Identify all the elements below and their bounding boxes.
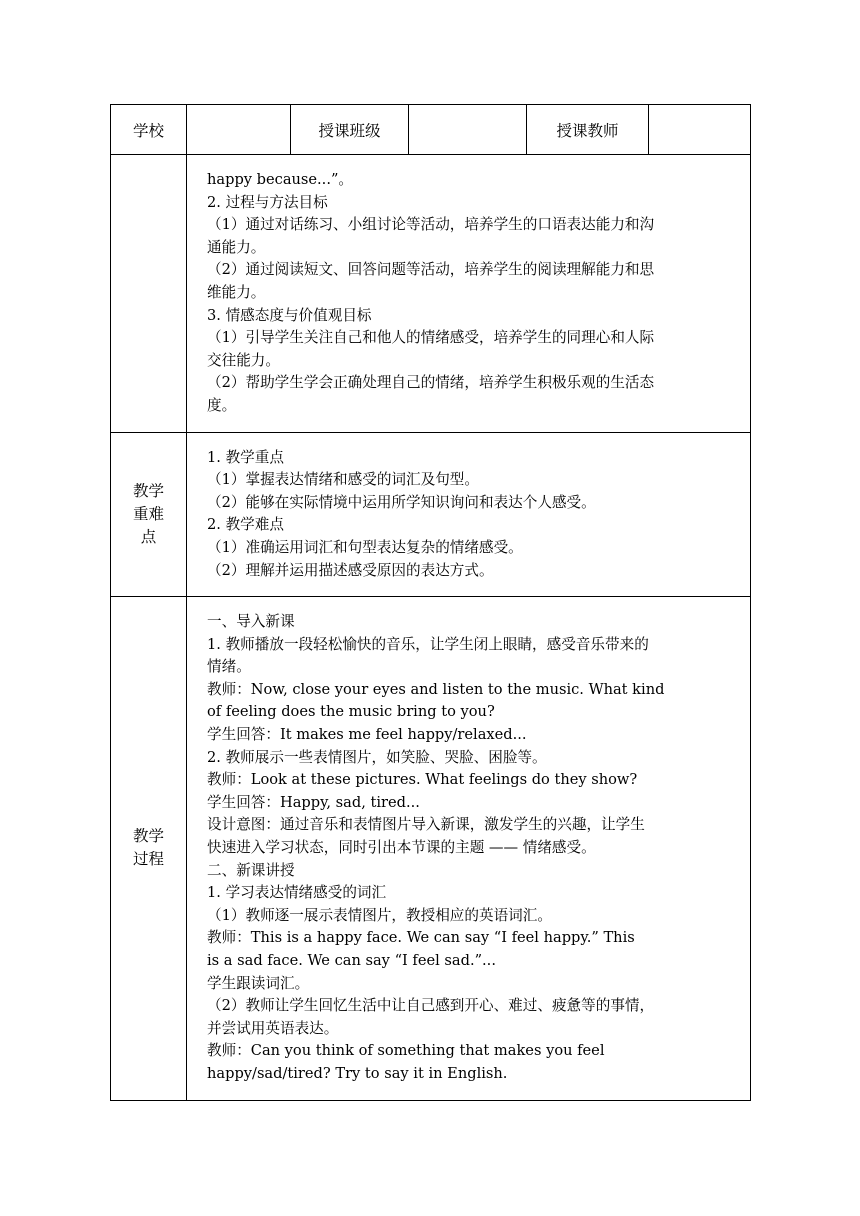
objectives-content bbox=[187, 155, 751, 433]
process-line: 设计意图：通过音乐和表情图片导入新课，激发学生的兴趣，让学生 bbox=[207, 816, 645, 834]
objectives-row bbox=[111, 155, 751, 433]
objectives-line: 交往能力。 bbox=[207, 351, 280, 369]
key-points-line: 1. 教学重点 bbox=[207, 448, 284, 466]
objectives-line: 3. 情感态度与价值观目标 bbox=[207, 306, 372, 324]
process-line: happy/sad/tired? Try to say it in English. bbox=[207, 1064, 508, 1082]
process-line: （2）教师让学生回忆生活中让自己感到开心、难过、疲惫等的事情， bbox=[207, 997, 655, 1015]
process-line: 教师：This is a happy face. We can say “I feel happy.” This bbox=[207, 929, 635, 947]
header-row bbox=[111, 105, 751, 155]
process-line: 并尝试用英语表达。 bbox=[207, 1019, 339, 1037]
process-line: 教师：Look at these pictures. What feelings do they show? bbox=[207, 771, 638, 789]
process-line: 二、新课讲授 bbox=[207, 861, 295, 879]
process-line: 快速进入学习状态，同时引出本节课的主题 —— 情绪感受。 bbox=[207, 839, 596, 857]
key-points-line: （1）准确运用词汇和句型表达复杂的情绪感受。 bbox=[207, 538, 523, 556]
key-points-content bbox=[187, 432, 751, 597]
process-row bbox=[111, 597, 751, 1100]
key-points-label-line: 教学 bbox=[132, 481, 164, 500]
objectives-line: （2）通过阅读短文、回答问题等活动，培养学生的阅读理解能力和思 bbox=[207, 261, 655, 279]
process-label-line: 教学 bbox=[132, 827, 164, 846]
process-line: 1. 学习表达情绪感受的词汇 bbox=[207, 884, 387, 902]
class-label: 授课班级 bbox=[291, 105, 409, 155]
process-line: 学生回答：Happy, sad, tired... bbox=[207, 793, 420, 811]
process-line: 学生跟读词汇。 bbox=[207, 974, 310, 992]
key-points-line: （1）掌握表达情绪和感受的词汇及句型。 bbox=[207, 471, 479, 489]
objectives-line: （1）通过对话练习、小组讨论等活动，培养学生的口语表达能力和沟 bbox=[207, 216, 655, 234]
key-points-label-line: 重难 bbox=[132, 504, 164, 523]
objectives-line: 2. 过程与方法目标 bbox=[207, 193, 328, 211]
process-line: is a sad face. We can say “I feel sad.”... bbox=[207, 952, 496, 969]
key-points-line: 2. 教学难点 bbox=[207, 516, 284, 534]
objectives-line: （2）帮助学生学会正确处理自己的情绪，培养学生积极乐观的生活态 bbox=[207, 374, 655, 392]
objectives-label bbox=[111, 155, 187, 433]
teacher-label: 授课教师 bbox=[527, 105, 649, 155]
process-line: 1. 教师播放一段轻松愉快的音乐，让学生闭上眼睛，感受音乐带来的 bbox=[207, 635, 649, 653]
school-label: 学校 bbox=[111, 105, 187, 155]
process-content bbox=[187, 597, 751, 1100]
process-line: 教师：Now, close your eyes and listen to the music. What kind bbox=[207, 680, 665, 698]
lesson-plan-table bbox=[110, 104, 751, 1101]
objectives-line: 通能力。 bbox=[207, 238, 266, 256]
process-line: 教师：Can you think of something that makes you feel bbox=[207, 1042, 605, 1060]
process-line: （1）教师逐一展示表情图片，教授相应的英语词汇。 bbox=[207, 906, 552, 924]
key-points-row bbox=[111, 432, 751, 597]
key-points-label-line: 点 bbox=[140, 527, 157, 546]
process-line: 一、导入新课 bbox=[207, 613, 295, 631]
objectives-line: 度。 bbox=[207, 396, 237, 414]
process-line: 学生回答：It makes me feel happy/relaxed... bbox=[207, 726, 527, 744]
objectives-line: （1）引导学生关注自己和他人的情绪感受，培养学生的同理心和人际 bbox=[207, 329, 655, 347]
process-line: 2. 教师展示一些表情图片，如笑脸、哭脸、困脸等。 bbox=[207, 748, 547, 766]
objectives-line: happy because...”。 bbox=[207, 171, 354, 188]
teacher-value bbox=[649, 105, 751, 155]
key-points-line: （2）能够在实际情境中运用所学知识询问和表达个人感受。 bbox=[207, 493, 596, 511]
class-value bbox=[409, 105, 527, 155]
process-line: 情绪。 bbox=[207, 658, 251, 676]
process-label-line: 过程 bbox=[132, 850, 164, 869]
key-points-label bbox=[111, 432, 187, 597]
objectives-line: 维能力。 bbox=[207, 283, 266, 301]
process-label bbox=[111, 597, 187, 1100]
key-points-line: （2）理解并运用描述感受原因的表达方式。 bbox=[207, 561, 494, 579]
process-line: of feeling does the music bring to you? bbox=[207, 703, 495, 721]
school-value bbox=[187, 105, 291, 155]
